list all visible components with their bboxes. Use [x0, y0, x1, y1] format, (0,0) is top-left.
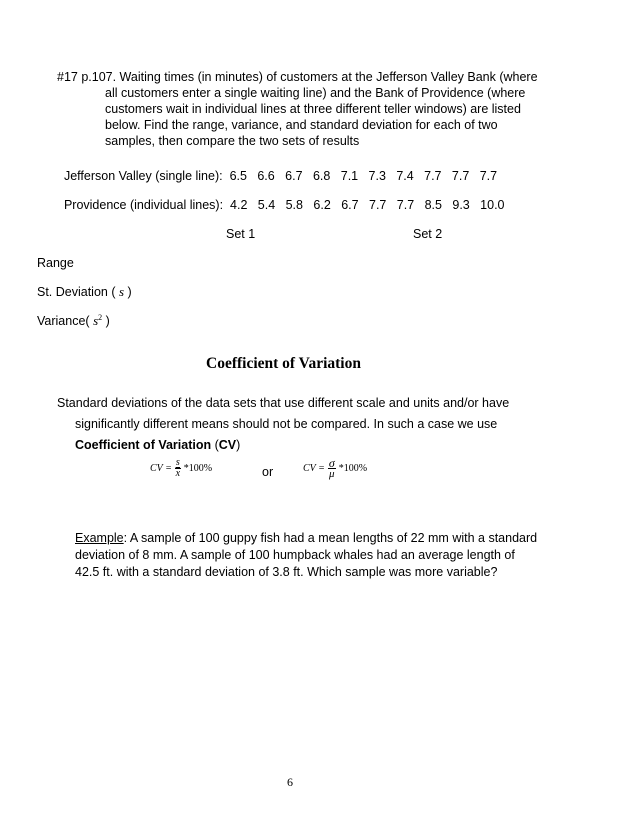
providence-row	[57, 184, 505, 212]
sample-fraction: $\frac{s}{x}$	[175, 457, 181, 479]
set1-header: Set 1	[226, 227, 256, 241]
set2-header: Set 2	[413, 227, 443, 241]
range-label: Range	[37, 256, 74, 270]
problem-line-1: #17 p.107. Waiting times (in minutes) of customers at the Jefferson Valley Bank (where	[57, 70, 538, 84]
cv-formula-sample: CV = $\frac{s}{x}$ *100%	[150, 457, 213, 479]
providence-label: Providence (individual lines):	[63, 198, 224, 212]
page-number: 6	[287, 775, 293, 789]
problem-line-3: customers wait in individual lines at three different teller windows) are listed	[105, 102, 521, 116]
population-fraction: $\frac{\sigma}{\mu}$	[328, 456, 335, 480]
variance-label: Variance( $s^2$ )	[37, 313, 110, 329]
problem-line-5: samples, then compare the two sets of results	[105, 134, 360, 148]
example-line-3: 42.5 ft. with a standard deviation of 3.8 ft. Which sample was more variable?	[75, 565, 498, 579]
section-title: Coefficient of Variation	[206, 355, 361, 372]
stdev-symbol: s	[119, 284, 125, 299]
providence-values: 4.2 5.4 5.8 6.2 6.7 7.7 7.7 8.5 9.3 10.0	[230, 198, 505, 212]
cv-formula-population: CV = $\frac{\sigma}{\mu}$ *100%	[303, 456, 368, 480]
cv-definition: Coefficient of Variation (CV)	[75, 438, 241, 452]
jefferson-values: 6.5 6.6 6.7 6.8 7.1 7.3 7.4 7.7 7.7 7.7	[229, 169, 498, 183]
example-label: Example	[75, 531, 124, 545]
example-line-1: Example: A sample of 100 guppy fish had a mean lengths of 22 mm with a standard	[75, 531, 538, 545]
cv-para-line-1: Standard deviations of the data sets that use different scale and units and/or have	[57, 396, 510, 410]
cv-para-line-2: significantly different means should not be compared. In such a case we use	[75, 417, 498, 431]
problem-line-4: below. Find the range, variance, and standard deviation for each of two	[105, 118, 498, 132]
stdev-label: St. Deviation ( s )	[37, 284, 132, 299]
variance-exponent: 2	[98, 313, 103, 322]
cv-label: Coefficient of Variation	[75, 438, 212, 452]
cv-abbr: CV	[218, 438, 237, 452]
example-line-2: deviation of 8 mm. A sample of 100 humpback whales had an average length of	[75, 548, 515, 562]
jefferson-row	[57, 155, 497, 183]
or-text: or	[262, 465, 274, 479]
variance-symbol: s	[93, 313, 99, 329]
problem-line-2: all customers enter a single waiting line) and the Bank of Providence (where	[105, 86, 526, 100]
jefferson-label: Jefferson Valley (single line):	[63, 169, 223, 183]
